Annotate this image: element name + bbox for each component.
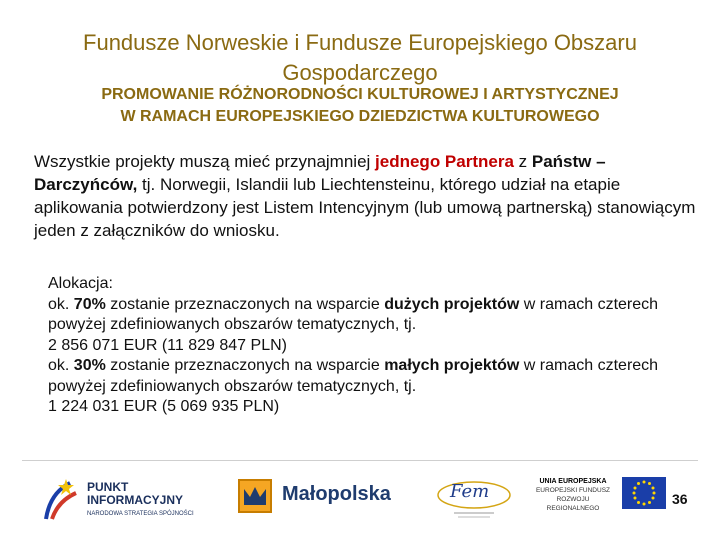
partner-highlight: jednego Partnera xyxy=(375,152,514,171)
footer-divider xyxy=(22,460,698,461)
punkt-line-2: INFORMACYJNY xyxy=(87,493,184,507)
paragraph-text-1: Wszystkie projekty muszą mieć przynajmniej xyxy=(34,152,376,171)
paragraph-text-3: tj. Norwegii, Islandii lub Liechtensteinu, którego udział na etapie aplikowania potwierdzony jest Listem Intencyjnym (lub umową partnerską) stanowiącym jeden z załączników do wniosku. xyxy=(34,175,696,240)
large-mid: zostanie przeznaczonych na wsparcie xyxy=(105,295,385,313)
fem-logo xyxy=(434,475,514,523)
malopolska-logo xyxy=(238,479,413,513)
paragraph-text-2: z xyxy=(513,152,532,171)
malopolska-text: Małopolska xyxy=(282,483,391,505)
large-type: dużych projektów xyxy=(384,295,520,313)
eu-logo xyxy=(530,475,670,519)
allocation-small-amount: 1 224 031 EUR (5 069 935 PLN) xyxy=(48,398,280,415)
donor-states-bold: Państw – Darczyńców, xyxy=(34,152,606,194)
partner-requirement-paragraph xyxy=(34,150,704,242)
punkt-line-3: NARODOWA STRATEGIA SPÓJNOŚCI xyxy=(87,511,194,517)
small-suffix: w ramach czterech powyżej zdefiniowanych obszarów tematycznych, tj. xyxy=(48,357,659,395)
fem-text: Fem xyxy=(450,481,490,502)
allocation-block xyxy=(48,274,688,418)
large-percent: 70% xyxy=(73,295,106,313)
small-percent: 30% xyxy=(73,357,106,374)
large-suffix: w ramach czterech powyżej zdefiniowanych obszarów tematycznych, tj. xyxy=(48,295,659,333)
subtitle-line-1: PROMOWANIE RÓŻNORODNOŚCI KULTUROWEJ I ARTYSTYCZNEJ xyxy=(101,86,619,103)
allocation-large-amount: 2 856 071 EUR (11 829 847 PLN) xyxy=(48,336,287,354)
large-prefix: ok. xyxy=(48,295,74,313)
small-mid: zostanie przeznaczonych na wsparcie xyxy=(105,357,385,374)
allocation-heading: Alokacja: xyxy=(48,275,113,292)
subtitle-line-2: W RAMACH EUROPEJSKIEGO DZIEDZICTWA KULTUROWEGO xyxy=(120,108,600,125)
slide-title: Fundusze Norweskie i Fundusze Europejskiego Obszaru Gospodarczego xyxy=(83,30,637,85)
punkt-line-1: PUNKT xyxy=(87,480,129,494)
punkt-informacyjny-logo xyxy=(42,475,242,525)
footer-logos xyxy=(0,465,720,535)
eu-line-2: EUROPEJSKI FUNDUSZ xyxy=(535,487,611,494)
eu-line-1: UNIA EUROPEJSKA xyxy=(539,478,607,485)
eu-line-3: ROZWOJU REGIONALNEGO xyxy=(546,496,600,512)
allocation-large-projects xyxy=(48,295,688,336)
punkt-star-icon xyxy=(42,477,82,521)
small-prefix: ok. xyxy=(48,357,74,374)
allocation-small-projects xyxy=(48,356,688,397)
malopolska-emblem-icon xyxy=(238,479,272,513)
slide-subtitle xyxy=(20,84,700,128)
small-type: małych projektów xyxy=(384,357,520,374)
eu-flag-icon xyxy=(622,477,666,509)
page-number: 36 xyxy=(672,491,688,507)
